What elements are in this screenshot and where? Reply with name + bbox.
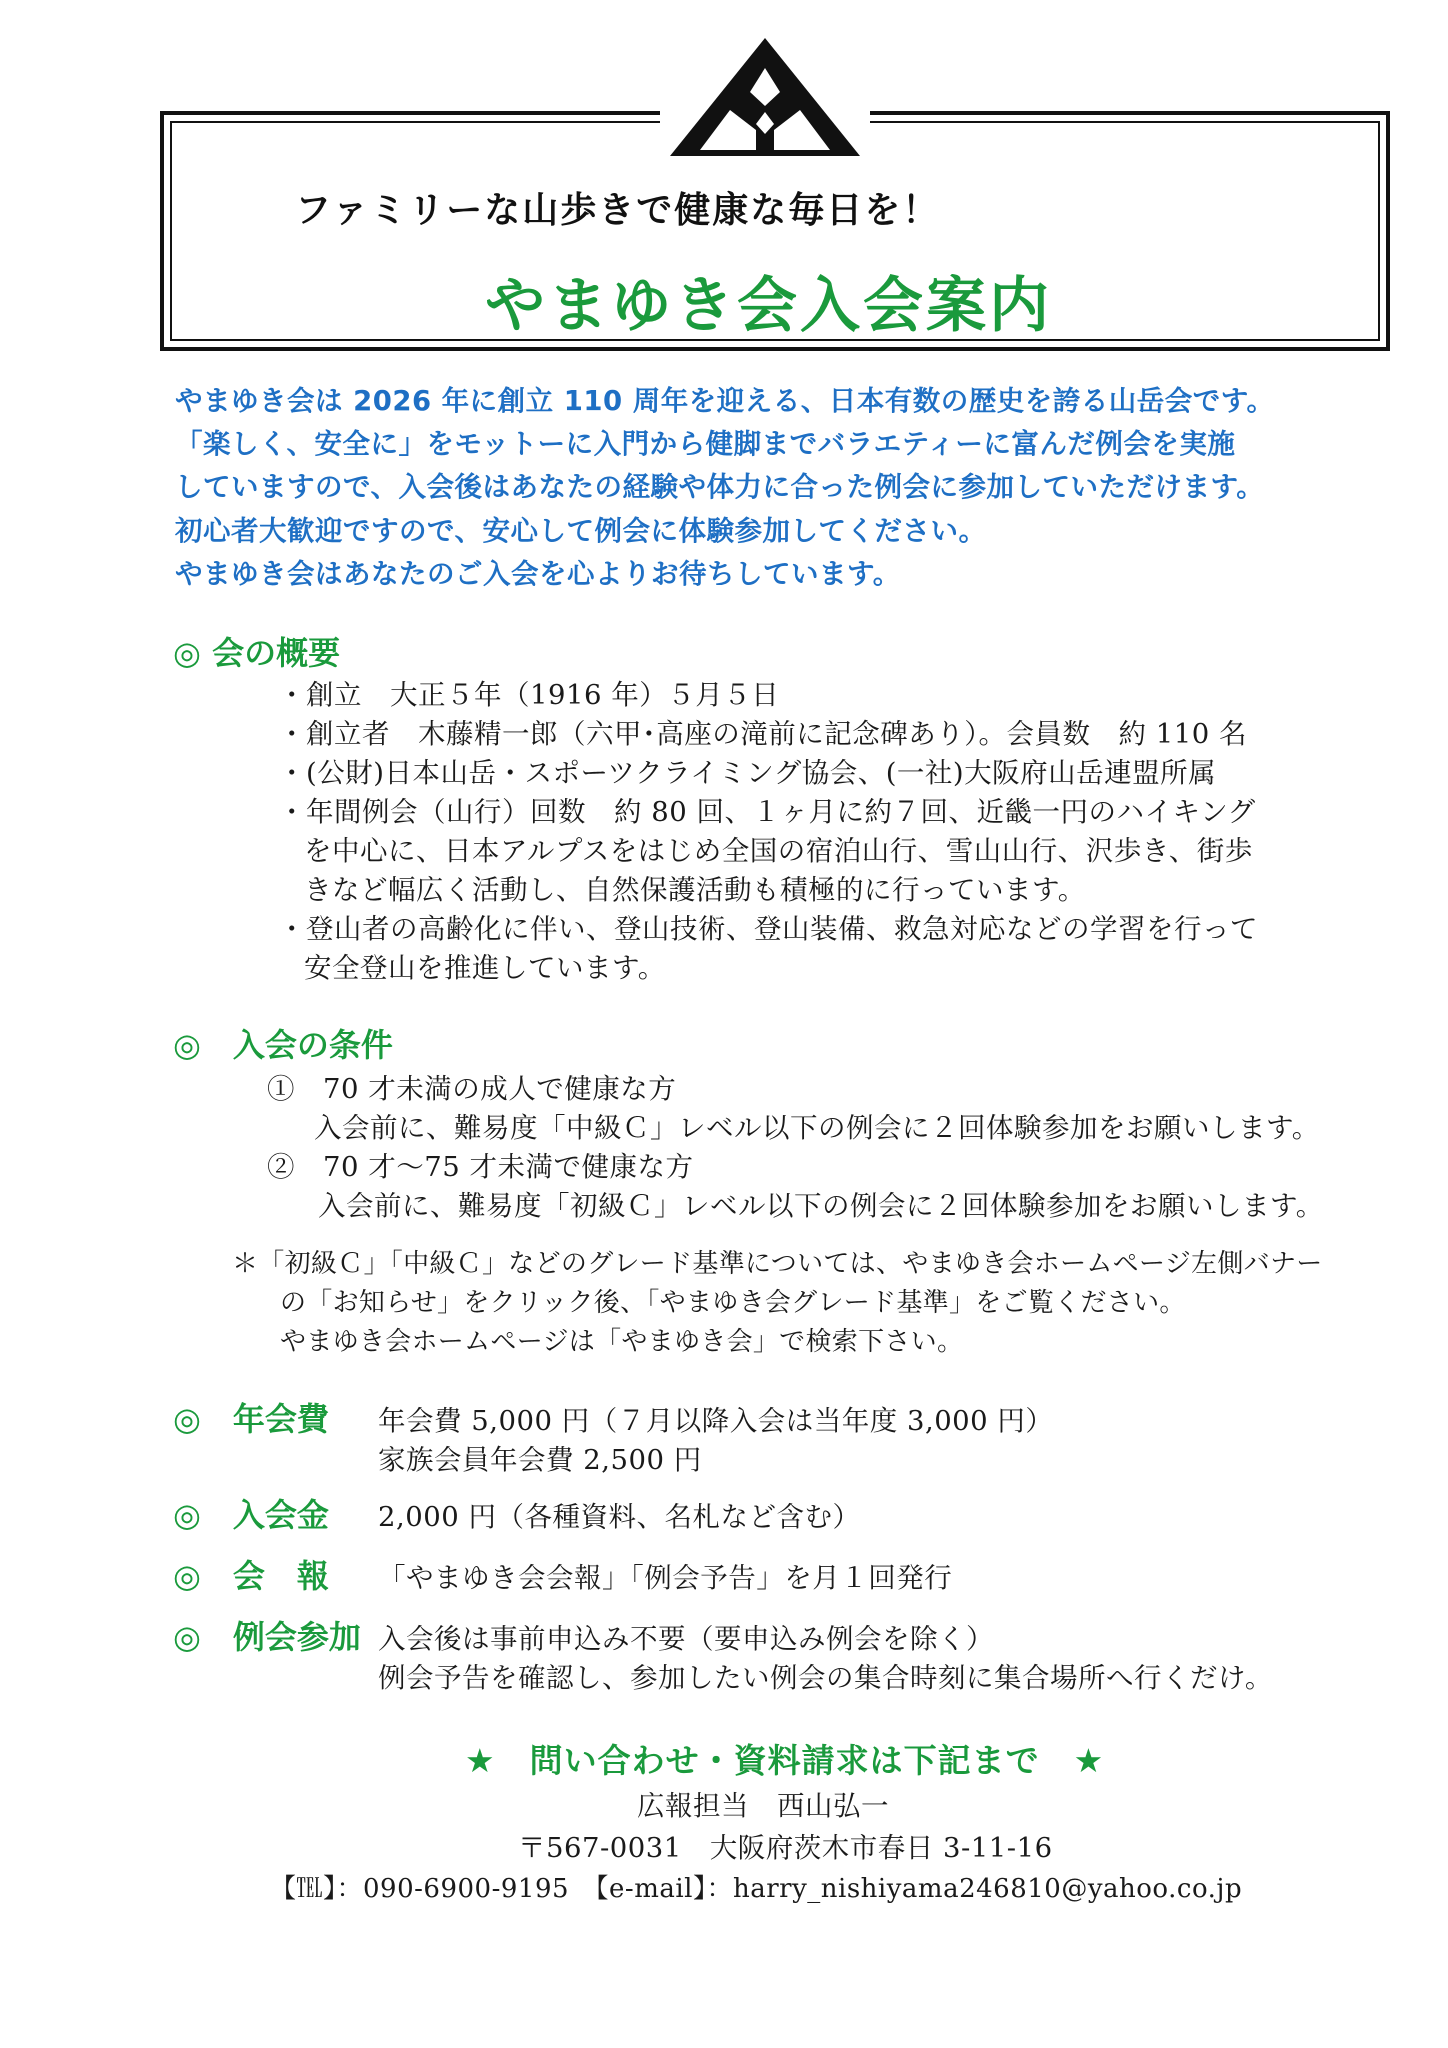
grade-note-line: の「お知らせ」をクリック後、「やまゆき会グレード基準」をご覧ください。 <box>280 1288 1186 1318</box>
contact-phone-email: 【℡】：090-6900-9195 【e-mail】：harry_nishiyama246810@yahoo.co.jp <box>270 1874 1243 1904</box>
bulletin-line: 「やまゆき会会報」「例会予告」を月１回発行 <box>378 1562 953 1594</box>
intro-line: していますので、入会後はあなたの経験や体力に合った例会に参加していただけます。 <box>175 471 1265 503</box>
overview-line: ・創立者 木藤精一郎（六甲･高座の滝前に記念碑あり）。会員数 約 110 名 <box>278 718 1247 750</box>
section-heading-participation: ◎ 例会参加 <box>173 1618 361 1656</box>
section-heading-entry-fee: ◎ 入会金 <box>173 1496 329 1534</box>
intro-line: やまゆき会はあなたのご入会を心よりお待ちしています。 <box>175 558 901 590</box>
condition-title: ② 70 才～75 才未満で健康な方 <box>267 1151 694 1183</box>
section-heading-annual-fee: ◎ 年会費 <box>173 1400 329 1438</box>
page-title: やまゆき会入会案内 <box>485 271 1052 341</box>
condition-body: 入会前に、難易度「初級Ｃ」レベル以下の例会に２回体験参加をお願いします。 <box>318 1190 1324 1222</box>
contact-heading: ★ 問い合わせ・資料請求は下記まで ★ <box>465 1741 1105 1780</box>
condition-body: 入会前に、難易度「中級Ｃ」レベル以下の例会に２回体験参加をお願いします。 <box>314 1112 1320 1144</box>
grade-note-line: ＊「初級Ｃ」「中級Ｃ」などのグレード基準については、やまゆき会ホームページ左側バナー <box>232 1249 1323 1279</box>
participation-line: 例会予告を確認し、参加したい例会の集合時刻に集合場所へ行くだけ。 <box>378 1662 1273 1694</box>
condition-title: ① 70 才未満の成人で健康な方 <box>267 1073 677 1105</box>
intro-line: 「楽しく、安全に」をモットーに入門から健脚までバラエティーに富んだ例会を実施 <box>175 428 1236 460</box>
section-heading-conditions: ◎ 入会の条件 <box>173 1026 393 1064</box>
overview-line: を中心に、日本アルプスをはじめ全国の宿泊山行、雪山山行、沢歩き、街歩 <box>304 835 1253 867</box>
entry-fee-line: 2,000 円（各種資料、名札など含む） <box>378 1501 861 1533</box>
slogan: ファミリーな山歩きで健康な毎日を！ <box>295 190 941 231</box>
contact-person: 広報担当 西山弘一 <box>637 1790 889 1822</box>
overview-line: ・年間例会（山行）回数 約 80 回、１ヶ月に約７回、近畿一円のハイキング <box>278 796 1256 828</box>
section-heading-overview: ◎ 会の概要 <box>173 634 341 672</box>
contact-address: 〒567-0031 大阪府茨木市春日 3-11-16 <box>518 1832 1053 1864</box>
overview-line: ・(公財)日本山岳・スポーツクライミング協会、(一社)大阪府山岳連盟所属 <box>278 757 1217 789</box>
mountain-emblem-icon <box>660 32 870 162</box>
intro-line: やまゆき会は 2026 年に創立 110 周年を迎える、日本有数の歴史を誇る山岳会です。 <box>175 385 1275 417</box>
overview-line: きなど幅広く活動し、自然保護活動も積極的に行っています。 <box>304 874 1086 906</box>
participation-line: 入会後は事前申込み不要（要申込み例会を除く） <box>378 1623 994 1655</box>
annual-fee-line: 年会費 5,000 円（７月以降入会は当年度 3,000 円） <box>378 1405 1054 1437</box>
overview-line: ・創立 大正５年（1916 年）５月５日 <box>278 679 780 711</box>
grade-note-line: やまゆき会ホームページは「やまゆき会」で検索下さい。 <box>280 1327 964 1357</box>
section-heading-bulletin: ◎ 会 報 <box>173 1557 329 1595</box>
intro-line: 初心者大歓迎ですので、安心して例会に体験参加してください。 <box>175 515 987 547</box>
family-fee-line: 家族会員年会費 2,500 円 <box>378 1444 702 1476</box>
overview-line: ・登山者の高齢化に伴い、登山技術、登山装備、救急対応などの学習を行って <box>278 913 1258 945</box>
overview-line: 安全登山を推進しています。 <box>304 952 666 984</box>
